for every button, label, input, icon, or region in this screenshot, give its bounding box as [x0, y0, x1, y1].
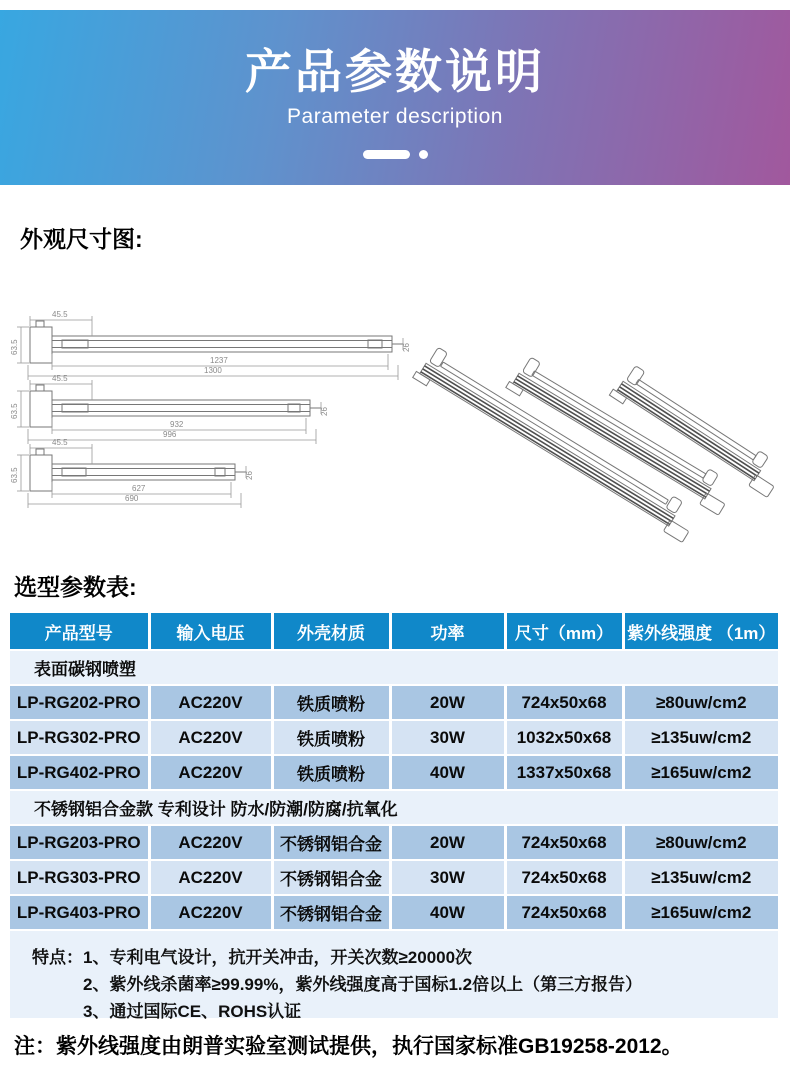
cell-model: LP-RG403-PRO [10, 895, 149, 930]
header-model: 产品型号 [10, 613, 149, 650]
cell-size: 1337x50x68 [505, 755, 623, 790]
cell-power: 30W [390, 860, 505, 895]
spec-table [10, 613, 778, 931]
drawing-996 [10, 374, 329, 444]
cell-power: 20W [390, 685, 505, 720]
group-label-row [10, 790, 778, 825]
cell-voltage: AC220V [149, 860, 272, 895]
table-row [10, 755, 778, 790]
cell-uv-intensity: ≥165uw/cm2 [623, 755, 778, 790]
cell-uv-intensity: ≥80uw/cm2 [623, 685, 778, 720]
drawing-1300 [10, 310, 411, 380]
cell-model: LP-RG302-PRO [10, 720, 149, 755]
table-row [10, 825, 778, 860]
cell-uv-intensity: ≥135uw/cm2 [623, 860, 778, 895]
group-label: 不锈钢铝合金款 专利设计 防水/防潮/防腐/抗氧化 [10, 790, 778, 825]
features-list [83, 944, 642, 1025]
features-notes [10, 931, 778, 1025]
cell-power: 40W [390, 895, 505, 930]
feature-item: 2、紫外线杀菌率≥99.99%，紫外线强度高于国标1.2倍以上（第三方报告） [83, 975, 643, 994]
cell-material: 不锈钢铝合金 [272, 895, 390, 930]
dimension-diagram [0, 280, 790, 570]
page-subtitle: Parameter description [287, 105, 503, 128]
cell-material: 不锈钢铝合金 [272, 860, 390, 895]
cell-material: 不锈钢铝合金 [272, 825, 390, 860]
header-size: 尺寸（mm） [505, 613, 623, 650]
cell-uv-intensity: ≥80uw/cm2 [623, 825, 778, 860]
dim-tube-length-1: 1237 [210, 356, 228, 365]
cell-voltage: AC220V [149, 825, 272, 860]
cell-uv-intensity: ≥165uw/cm2 [623, 895, 778, 930]
header-material: 外壳材质 [272, 613, 390, 650]
cell-voltage: AC220V [149, 720, 272, 755]
table-header-row [10, 613, 778, 650]
group-label-row [10, 650, 778, 685]
dim-total-length-1: 1300 [204, 366, 222, 375]
cell-voltage: AC220V [149, 895, 272, 930]
cell-size: 724x50x68 [505, 685, 623, 720]
cell-size: 724x50x68 [505, 825, 623, 860]
dim-tube-length-2: 932 [170, 420, 184, 429]
table-heading: 选型参数表: [14, 574, 137, 600]
header-voltage: 输入电压 [149, 613, 272, 650]
dim-tube-length-3: 627 [132, 484, 146, 493]
dim-height-1: 63.5 [10, 339, 19, 355]
dim-height-2: 63.5 [10, 403, 19, 419]
dim-cap-width-3: 45.5 [52, 438, 68, 447]
cell-model: LP-RG303-PRO [10, 860, 149, 895]
cell-model: LP-RG402-PRO [10, 755, 149, 790]
dim-cap-width-2: 45.5 [52, 374, 68, 383]
cell-material: 铁质喷粉 [272, 755, 390, 790]
spec-panel [10, 613, 778, 1021]
feature-item: 1、专利电气设计，抗开关冲击，开关次数≥20000次 [83, 948, 473, 967]
cell-material: 铁质喷粉 [272, 720, 390, 755]
dim-height-3: 63.5 [10, 467, 19, 483]
dim-pin-3: 26 [245, 471, 254, 480]
cell-model: LP-RG203-PRO [10, 825, 149, 860]
cell-voltage: AC220V [149, 755, 272, 790]
cell-size: 1032x50x68 [505, 720, 623, 755]
dimensions-heading: 外观尺寸图: [20, 226, 143, 252]
header-power: 功率 [390, 613, 505, 650]
banner-decoration [363, 150, 428, 159]
cell-material: 铁质喷粉 [272, 685, 390, 720]
decorative-dot-icon [419, 150, 428, 159]
cell-voltage: AC220V [149, 685, 272, 720]
group-label: 表面碳钢喷塑 [10, 650, 778, 685]
dim-pin-1: 26 [402, 343, 411, 352]
standard-footnote: 注：紫外线强度由朗普实验室测试提供，执行国家标准GB19258-2012。 [14, 1035, 683, 1058]
cell-power: 40W [390, 755, 505, 790]
render-lamp-large [413, 344, 703, 542]
table-row [10, 685, 778, 720]
banner [0, 10, 790, 185]
table-row [10, 860, 778, 895]
cell-model: LP-RG202-PRO [10, 685, 149, 720]
cell-size: 724x50x68 [505, 860, 623, 895]
table-row [10, 895, 778, 930]
cell-size: 724x50x68 [505, 895, 623, 930]
features-label: 特点： [32, 948, 83, 967]
dim-total-length-3: 690 [125, 494, 139, 503]
cell-power: 30W [390, 720, 505, 755]
table-row [10, 720, 778, 755]
drawing-690 [10, 438, 254, 508]
decorative-line [363, 150, 410, 159]
feature-item: 3、通过国际CE、ROHS认证 [83, 1002, 302, 1021]
dim-pin-2: 26 [320, 407, 329, 416]
cell-uv-intensity: ≥135uw/cm2 [623, 720, 778, 755]
page-title: 产品参数说明 [245, 45, 545, 98]
dim-cap-width-1: 45.5 [52, 310, 68, 319]
cell-power: 20W [390, 825, 505, 860]
header-uv-intensity: 紫外线强度 （1m） [623, 613, 778, 650]
dim-total-length-2: 996 [163, 430, 177, 439]
render-lamp-small [609, 362, 788, 497]
